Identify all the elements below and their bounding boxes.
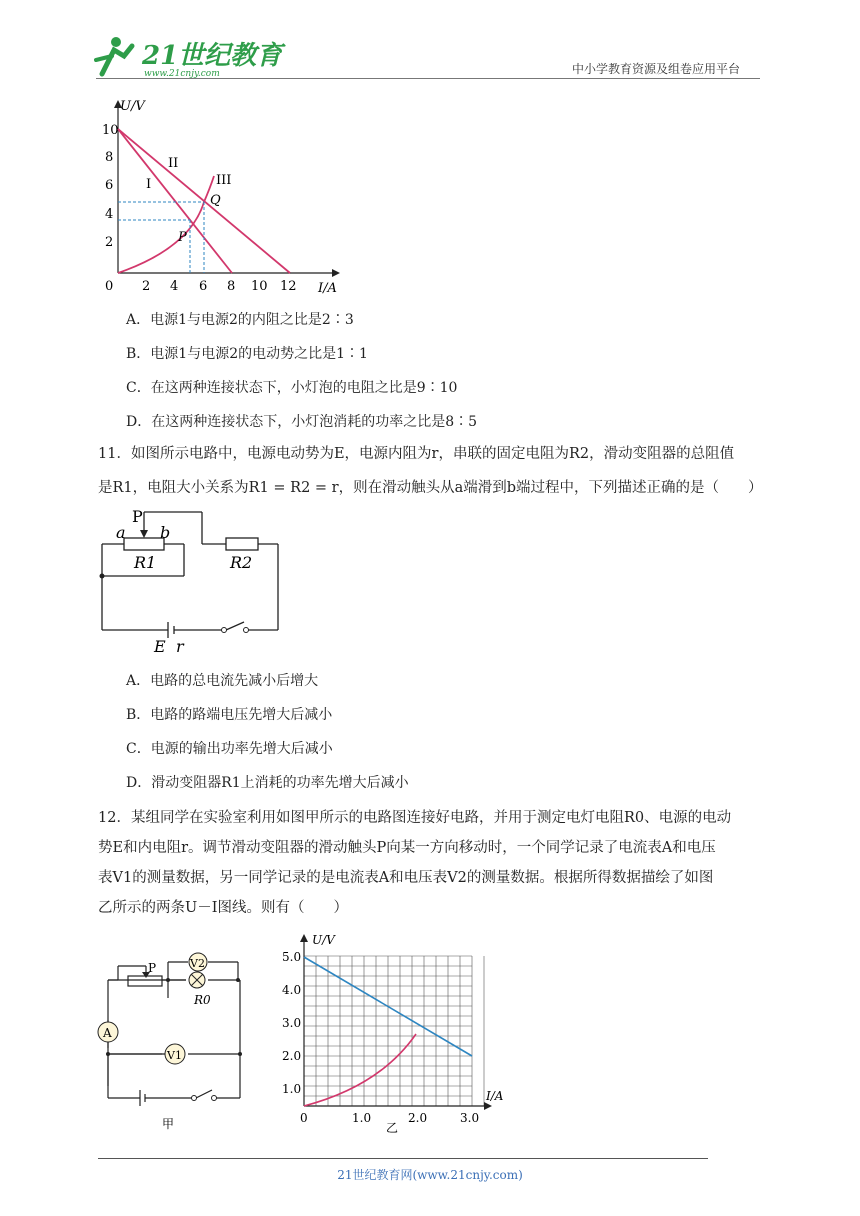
x-tick-1: 1.0 — [352, 1111, 372, 1125]
voltmeter-v1-label: V1 — [167, 1049, 182, 1062]
label-III: III — [216, 173, 232, 188]
x-tick-6: 6 — [199, 279, 208, 294]
q11-stem-line-1: 11．如图所示电路中，电源电动势为E，电源内阻为r，串联的固定电阻为R2，滑动变阻器的总阻值 — [98, 446, 735, 462]
footer-divider — [98, 1158, 708, 1159]
x-tick-0: 0 — [300, 1111, 308, 1125]
curve-v2 — [304, 1034, 416, 1106]
label-I: I — [146, 177, 152, 192]
x-tick-2: 2 — [142, 279, 151, 294]
lamp-label: R0 — [194, 993, 211, 1007]
rheostat-resistor — [128, 976, 162, 986]
ui-graph-figure-1 — [100, 98, 340, 298]
header-divider — [96, 78, 760, 79]
logo-text: 21世纪教育 — [142, 41, 283, 71]
q10-option-c[interactable]: C．在这两种连接状态下，小灯泡的电阻之比是9∶10 — [126, 380, 458, 396]
q12-graph-yi — [280, 930, 520, 1135]
q11-option-d[interactable]: D．滑动变阻器R1上消耗的功率先增大后减小 — [126, 775, 409, 791]
x-tick-3: 3.0 — [460, 1111, 480, 1125]
resistor-R1 — [124, 538, 164, 550]
x-tick-8: 8 — [227, 279, 236, 294]
label-a: a — [116, 523, 126, 542]
y-tick-10: 10 — [102, 123, 119, 138]
logo-url: www.21cnjy.com — [144, 69, 220, 79]
y-tick-1: 1.0 — [282, 1082, 302, 1096]
label-II: II — [168, 156, 179, 171]
q11-stem-line-2: 是R1，电阻大小关系为R1 = R2 = r，则在滑动触头从a端滑到b端过程中，下列描述正确的是（ ） — [98, 480, 763, 496]
q11-option-a[interactable]: A．电路的总电流先减小后增大 — [126, 673, 319, 689]
header-platform-text: 中小学教育资源及组卷应用平台 — [572, 62, 741, 76]
x-tick-2: 2.0 — [408, 1111, 428, 1125]
q12-circuit-jia — [96, 958, 256, 1134]
x-tick-10: 10 — [251, 279, 268, 294]
slider-P-label: P — [148, 961, 157, 975]
y-tick-2: 2.0 — [282, 1049, 302, 1063]
x-tick-4: 4 — [170, 279, 179, 294]
x-axis-arrow — [332, 269, 340, 277]
label-b: b — [160, 523, 171, 542]
fig-yi-caption: 乙 — [386, 1121, 399, 1135]
q11-circuit-diagram — [98, 508, 288, 658]
y-tick-2: 2 — [105, 235, 114, 250]
y-axis-label: U/V — [120, 99, 145, 114]
label-r: r — [176, 637, 184, 656]
fig-jia-caption: 甲 — [162, 1117, 175, 1131]
x-axis-label: I/A — [318, 281, 337, 296]
resistor-R2 — [226, 538, 258, 550]
footer-text[interactable]: 21世纪教育网(www.21cnjy.com) — [337, 1168, 523, 1182]
q11-option-b[interactable]: B．电路的路端电压先增大后减小 — [126, 707, 333, 723]
label-Q: Q — [210, 193, 221, 208]
x-tick-12: 12 — [280, 279, 297, 294]
label-P: P — [132, 507, 143, 526]
label-P: P — [178, 230, 187, 245]
q12-stem-line-1: 12．某组同学在实验室利用如图甲所示的电路图连接好电路，并用于测定电灯电阻R0、电源的电动 — [98, 810, 732, 826]
q12-stem-line-2: 势E和内电阻r。调节滑动变阻器的滑动触头P向某一方向移动时，一个同学记录了电流表A和电压 — [98, 840, 716, 856]
y-tick-6: 6 — [105, 178, 114, 193]
y-tick-5: 5.0 — [282, 950, 302, 964]
q12-stem-line-4: 乙所示的两条U－I图线。则有（ ） — [98, 900, 348, 916]
ammeter-label: A — [103, 1026, 112, 1040]
graph-ylabel: U/V — [312, 933, 335, 947]
q12-stem-line-3: 表V1的测量数据，另一同学记录的是电流表A和电压表V2的测量数据。根据所得数据描绘了如图 — [98, 870, 714, 886]
voltmeter-v2-label: V2 — [190, 957, 205, 970]
label-E: E — [154, 637, 166, 656]
origin-label: 0 — [105, 279, 114, 294]
label-R1: R1 — [134, 553, 157, 572]
label-R2: R2 — [230, 553, 253, 572]
switch-blade — [226, 622, 244, 630]
q10-option-d[interactable]: D．在这两种连接状态下，小灯泡消耗的功率之比是8∶5 — [126, 414, 478, 430]
q11-option-c[interactable]: C．电源的输出功率先增大后减小 — [126, 741, 333, 757]
y-tick-4: 4.0 — [282, 983, 302, 997]
y-tick-4: 4 — [105, 207, 114, 222]
y-tick-3: 3.0 — [282, 1016, 302, 1030]
site-logo — [92, 34, 283, 79]
graph-xlabel: I/A — [486, 1089, 504, 1103]
q10-option-b[interactable]: B．电源1与电源2的电动势之比是1∶1 — [126, 346, 368, 362]
y-tick-8: 8 — [105, 150, 114, 165]
q10-option-a[interactable]: A．电源1与电源2的内阻之比是2∶3 — [126, 312, 354, 328]
